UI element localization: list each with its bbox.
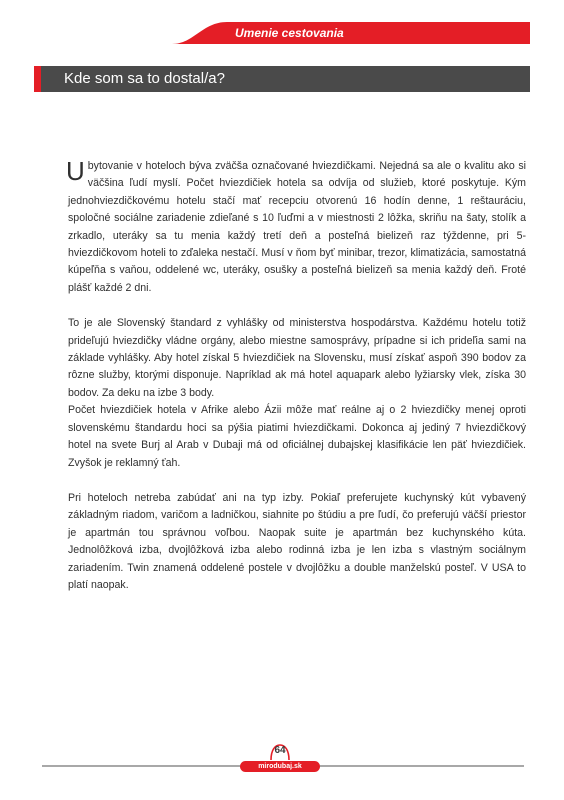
section-title: Kde som sa to dostal/a? [64,70,225,87]
footer-site-label: mirodubaj.sk [258,763,302,770]
footer-rule-left [42,765,240,767]
title-accent-stripe [34,66,41,92]
paragraph-3: Počet hviezdičiek hotela v Afrike alebo Ázii môže mať reálne aj o 2 hviezdičky menej oproti slovenskému štandardu hoci sa pýšia piatimi hviezdičkami. Dokonca aj jediný 7 hviezdičkový hotel na svete Burj al Arab v Dubaji má od oficiálnej dubajskej klasifikácie len päť hviezdičiek. Zvyšok je reklamný ťah. [68,404,526,469]
header-label: Umenie cestovania [235,26,344,40]
section-title-bar [34,66,530,92]
paragraph-1 [68,158,526,297]
footer-rule-right [320,765,524,767]
paragraph-2: To je ale Slovenský štandard z vyhlášky od ministerstva hospodárstva. Každému hotelu totiž prideľujú hviezdičky vládne orgány, alebo miestne samosprávy, prípadne si ich prideľia sami na základe vyhlášky. Aby hotel získal 5 hviezdičiek na Slovensku, musí získať aspoň 390 bodov za rôzne služby, ktorými disponuje. Napríklad ak má hotel aquapark alebo lyžiarsky vlek, získa 30 bodov. Za deku na izbe 3 body. [68,317,526,399]
page-number: 64 [274,745,286,756]
paragraph-4: Pri hoteloch netreba zabúdať ani na typ izby. Pokiaľ preferujete kuchynský kút vybavený základným riadom, varičom a ladničkou, siahnite po štúdiu a pre ľudí, čo preferujú väčší priestor je apartmán tou správnou voľbou. Naopak suite je apartmán bez kuchynského kúta. Jednolôžková izba, dvojlôžková izba alebo rodinná izba je len izba s vlastným sociálnym zariadením. Twin znamená oddelené postele v dvojlôžku a double manželskú posteľ. V USA to platí naopak. [68,491,526,591]
article-body [68,158,526,594]
paragraph-1-text: bytovanie v hoteloch býva zväčša označované hviezdičkami. Nejedná sa ale o kvalitu ako si väčšina ľudí myslí. Počet hviezdičiek hotela sa odvíja od služieb, ktoré poskytuje. Kým jednohviezdičkovému hotelu stačí mať recepciu otvorenú 16 hodín denne, 1 reštauráciu, spoločné sociálne zariadenie zdieľané s 10 ľuďmi a v miestnosti 2 lôžka, skriňu na šaty, stolík a zrkadlo, uteráky sa tu menia každý tretí deň a posteľná bielizeň raz týždenne, pri 5-hviezdičkovom hoteli to zďaleka nestačí. Musí v ňom byť minibar, trezor, klimatizácia, samostatná kúpeľňa s vaňou, oddelené wc, uteráky, osušky a posteľná bielizeň sa menia každý deň. Froté plášť každé 2 dni. [68,160,526,294]
header-tab [172,22,530,44]
drop-cap: U [66,156,85,186]
